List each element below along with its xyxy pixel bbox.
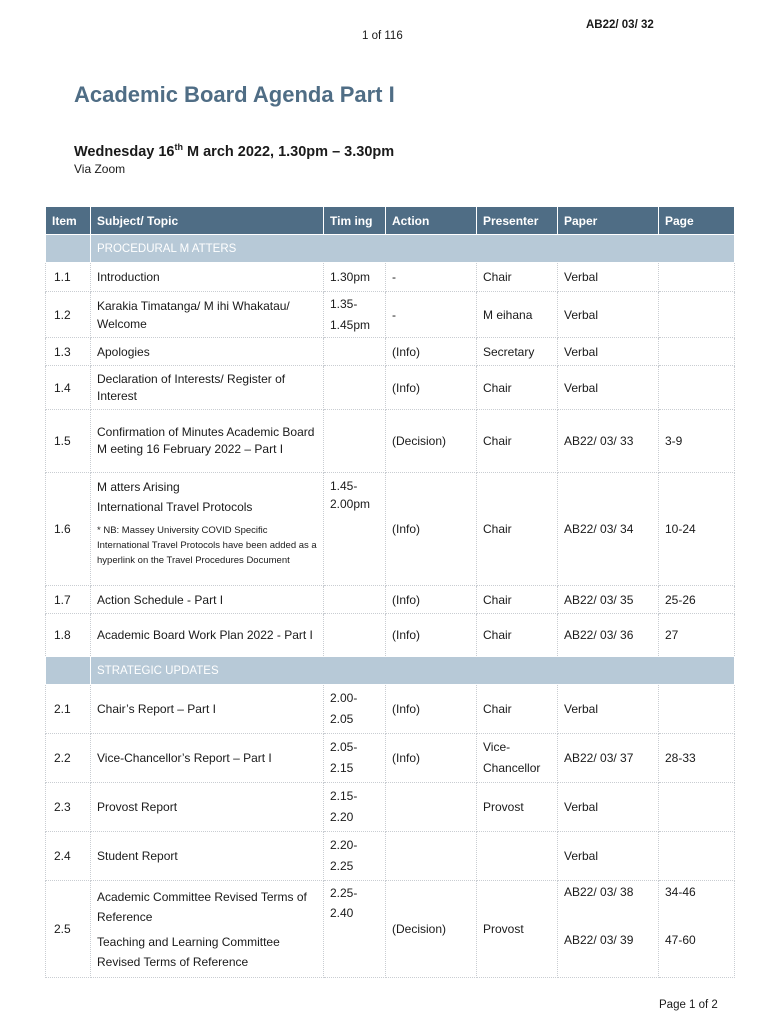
section-row <box>46 657 735 685</box>
timing-cell <box>324 366 386 410</box>
table-row <box>46 338 735 366</box>
timing-start: 2.15- <box>330 789 358 803</box>
table-row <box>46 734 735 783</box>
document-reference: AB22/ 03/ 32 <box>586 19 654 31</box>
paper-cell: Verbal <box>558 338 659 366</box>
subject-cell: Confirmation of Minutes Academic Board M eeting 16 February 2022 – Part I <box>91 410 324 473</box>
item-number: 1.4 <box>46 366 91 410</box>
header-subject: Subject/ Topic <box>91 207 324 235</box>
presenter-cell <box>477 734 558 783</box>
header-paper: Paper <box>558 207 659 235</box>
paper-cell: AB22/ 03/ 34 <box>558 473 659 586</box>
presenter-line-1: Vice- <box>483 740 511 754</box>
timing-cell <box>324 473 386 586</box>
header-presenter: Presenter <box>477 207 558 235</box>
header-timing: Tim ing <box>324 207 386 235</box>
paper-cell: Verbal <box>558 685 659 734</box>
timing-start: 1.45- <box>330 479 358 493</box>
table-row <box>46 783 735 832</box>
agenda-table <box>45 206 735 978</box>
action-cell <box>386 832 477 881</box>
table-row <box>46 410 735 473</box>
timing-cell <box>324 410 386 473</box>
subject-cell <box>91 881 324 978</box>
section-title: PROCEDURAL M ATTERS <box>91 235 735 263</box>
subject-cell: Provost Report <box>91 783 324 832</box>
timing-end: 2.20 <box>330 810 354 824</box>
item-number: 2.5 <box>46 881 91 978</box>
presenter-cell: Chair <box>477 410 558 473</box>
presenter-cell: Chair <box>477 473 558 586</box>
action-cell: (Info) <box>386 614 477 657</box>
timing-end: 1.45pm <box>330 317 371 332</box>
table-row <box>46 263 735 292</box>
date-prefix: Wednesday 16 <box>74 143 175 160</box>
item-number: 1.8 <box>46 614 91 657</box>
section-title: STRATEGIC UPDATES <box>91 657 735 685</box>
page-cell: 10-24 <box>659 473 735 586</box>
subject-note: * NB: Massey University COVID Specific International Travel Protocols have been added as a hyperlink on the Travel Procedures Document <box>97 525 317 566</box>
item-number: 1.5 <box>46 410 91 473</box>
section-spacer <box>46 235 91 263</box>
paper-cell: AB22/ 03/ 35 <box>558 586 659 614</box>
subject-detail: International Travel Protocols <box>97 500 253 514</box>
page-cell: 27 <box>659 614 735 657</box>
page-title: Academic Board Agenda Part I <box>74 82 395 107</box>
item-number: 1.1 <box>46 263 91 292</box>
subject-cell <box>91 473 324 586</box>
header-item: Item <box>46 207 91 235</box>
paper-cell: Verbal <box>558 263 659 292</box>
action-cell: - <box>386 292 477 338</box>
subject-cell: Student Report <box>91 832 324 881</box>
page-cell <box>659 338 735 366</box>
table-row <box>46 473 735 586</box>
paper-cell: Verbal <box>558 292 659 338</box>
page-range-1: 34-46 <box>665 885 696 899</box>
table-row <box>46 614 735 657</box>
action-cell: (Decision) <box>386 410 477 473</box>
paper-cell: Verbal <box>558 783 659 832</box>
item-number: 2.1 <box>46 685 91 734</box>
presenter-cell: Provost <box>477 783 558 832</box>
presenter-cell <box>477 832 558 881</box>
page-cell <box>659 881 735 978</box>
table-row <box>46 586 735 614</box>
page-cell <box>659 292 735 338</box>
paper-cell <box>558 881 659 978</box>
paper-cell: AB22/ 03/ 36 <box>558 614 659 657</box>
page-cell <box>659 685 735 734</box>
header-page: Page <box>659 207 735 235</box>
presenter-cell: Chair <box>477 263 558 292</box>
subject-cell: Chair’s Report – Part I <box>91 685 324 734</box>
item-number: 2.2 <box>46 734 91 783</box>
timing-cell <box>324 734 386 783</box>
action-cell: (Decision) <box>386 881 477 978</box>
presenter-line-2: Chancellor <box>483 761 541 775</box>
timing-start: 1.35- <box>330 296 358 311</box>
item-number: 1.2 <box>46 292 91 338</box>
subject-cell: Vice-Chancellor’s Report – Part I <box>91 734 324 783</box>
timing-end: 2.40 <box>330 906 354 920</box>
presenter-cell: M eihana <box>477 292 558 338</box>
timing-start: 2.00- <box>330 691 358 705</box>
action-cell: - <box>386 263 477 292</box>
timing-start: 2.20- <box>330 838 358 852</box>
timing-cell <box>324 783 386 832</box>
paper-cell: Verbal <box>558 366 659 410</box>
subject-cell: Apologies <box>91 338 324 366</box>
paper-ref-2: AB22/ 03/ 39 <box>564 933 634 947</box>
timing-end: 2.05 <box>330 712 354 726</box>
table-header-row <box>46 207 735 235</box>
timing-cell <box>324 614 386 657</box>
action-cell: (Info) <box>386 685 477 734</box>
action-cell <box>386 783 477 832</box>
presenter-cell: Secretary <box>477 338 558 366</box>
timing-end: 2.00pm <box>330 497 371 511</box>
action-cell: (Info) <box>386 338 477 366</box>
presenter-cell: Chair <box>477 685 558 734</box>
subject-item-1: Academic Committee Revised Terms of Reference <box>97 890 307 924</box>
table-row <box>46 832 735 881</box>
subject-item-2: Teaching and Learning Committee Revised Terms of Reference <box>97 935 280 969</box>
meeting-date <box>74 142 394 160</box>
header-action: Action <box>386 207 477 235</box>
date-suffix: M arch 2022, 1.30pm – 3.30pm <box>182 143 395 160</box>
timing-cell <box>324 881 386 978</box>
paper-ref-1: AB22/ 03/ 38 <box>564 885 634 899</box>
subject-cell: Academic Board Work Plan 2022 - Part I <box>91 614 324 657</box>
timing-cell <box>324 685 386 734</box>
presenter-cell: Chair <box>477 586 558 614</box>
item-number: 2.3 <box>46 783 91 832</box>
timing-start: 2.25- <box>330 886 358 900</box>
subject-cell: Karakia Timatanga/ M ihi Whakatau/ Welcome <box>91 292 324 338</box>
action-cell: (Info) <box>386 734 477 783</box>
section-row <box>46 235 735 263</box>
subject-cell: Declaration of Interests/ Register of Interest <box>91 366 324 410</box>
page-footer: Page 1 of 2 <box>659 999 718 1011</box>
action-cell: (Info) <box>386 473 477 586</box>
page-cell <box>659 832 735 881</box>
table-row <box>46 366 735 410</box>
table-row <box>46 881 735 978</box>
timing-cell <box>324 832 386 881</box>
table-row <box>46 292 735 338</box>
page-cell <box>659 783 735 832</box>
timing-cell: 1.30pm <box>324 263 386 292</box>
page-cell <box>659 263 735 292</box>
timing-cell <box>324 586 386 614</box>
timing-end: 2.15 <box>330 761 354 775</box>
presenter-cell: Chair <box>477 614 558 657</box>
paper-cell: AB22/ 03/ 33 <box>558 410 659 473</box>
page-cell: 25-26 <box>659 586 735 614</box>
timing-cell <box>324 338 386 366</box>
action-cell: (Info) <box>386 366 477 410</box>
item-number: 1.3 <box>46 338 91 366</box>
item-number: 1.7 <box>46 586 91 614</box>
page-cell <box>659 366 735 410</box>
page-count: 1 of 116 <box>362 30 403 42</box>
date-ordinal: th <box>174 142 183 152</box>
timing-cell <box>324 292 386 338</box>
presenter-cell: Provost <box>477 881 558 978</box>
page-cell: 3-9 <box>659 410 735 473</box>
page-cell: 28-33 <box>659 734 735 783</box>
section-spacer <box>46 657 91 685</box>
subject-cell: Introduction <box>91 263 324 292</box>
paper-cell: Verbal <box>558 832 659 881</box>
subject-cell: Action Schedule - Part I <box>91 586 324 614</box>
item-number: 2.4 <box>46 832 91 881</box>
presenter-cell: Chair <box>477 366 558 410</box>
timing-start: 2.05- <box>330 740 358 754</box>
table-row <box>46 685 735 734</box>
meeting-location: Via Zoom <box>74 162 126 176</box>
timing-end: 2.25 <box>330 859 354 873</box>
paper-cell: AB22/ 03/ 37 <box>558 734 659 783</box>
action-cell: (Info) <box>386 586 477 614</box>
item-number: 1.6 <box>46 473 91 586</box>
page-range-2: 47-60 <box>665 933 696 947</box>
subject-heading: M atters Arising <box>97 480 180 494</box>
